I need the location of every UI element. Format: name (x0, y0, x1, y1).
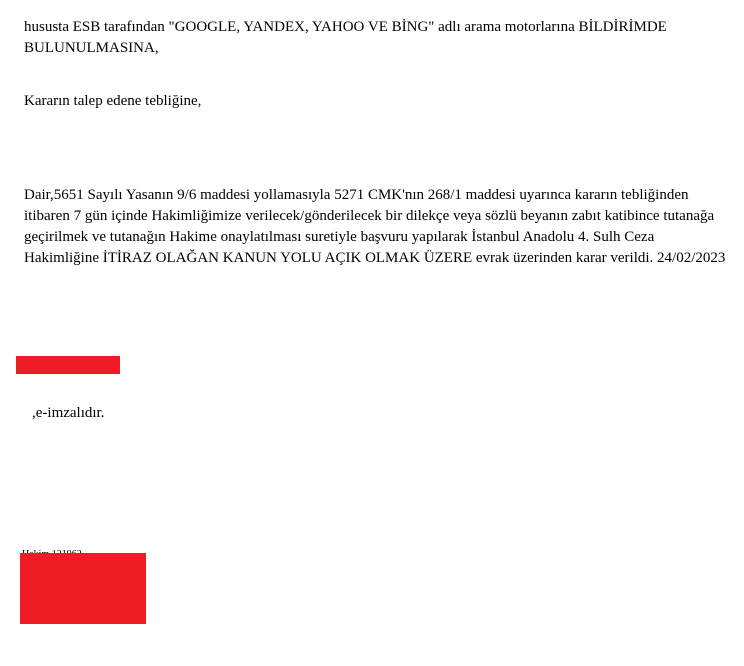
e-signature-note: ,e-imzalıdır. (32, 405, 105, 421)
decision-paragraph-search-engines: hususta ESB tarafından "GOOGLE, YANDEX, YAHOO VE BİNG" adlı arama motorlarına BİLDİRİMDE BULUNULMASINA, (24, 19, 667, 56)
redaction-box-signature (20, 553, 146, 624)
redaction-box-judge-name (16, 356, 120, 374)
decision-paragraph-notification: Kararın talep edene tebliğine, (24, 93, 202, 109)
decision-paragraph-appeal-info: Dair,5651 Sayılı Yasanın 9/6 maddesi yollamasıyla 5271 CMK'nın 268/1 maddesi uyarınca kararın tebliğinden itibaren 7 gün içinde Hakimliğimize verilecek/gönderilecek bir dilekçe veya sözlü beyanın zabıt katibince tutanağa geçirilmek ve tutanağın Hakime onaylatılması suretiyle başvuru yapılarak İstanbul Anadolu 4. Sulh Ceza Hakimliğine İTİRAZ OLAĞAN KANUN YOLU AÇIK OLMAK ÜZERE evrak üzerinden karar verildi. 24/02/2023 (24, 187, 726, 266)
